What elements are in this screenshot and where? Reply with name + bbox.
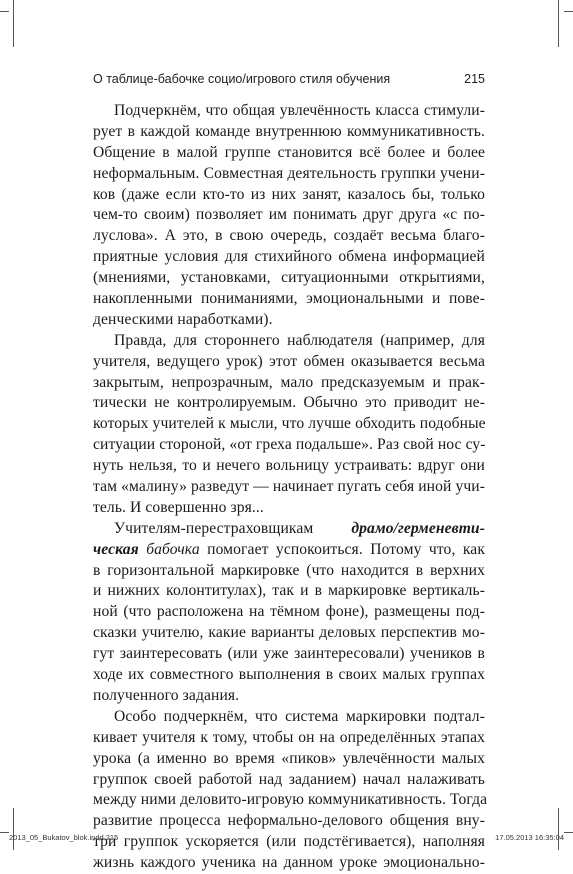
text-line: Особо подчеркнём, что система маркировки подтал-	[114, 707, 485, 725]
text-line: Общение в малой группе становится всё более и более	[93, 143, 485, 161]
text-line: развитие процесса неформально-делового общения вну-	[93, 812, 485, 830]
text-line: жизнь каждого ученика на данном уроке эмоционально-	[93, 854, 485, 872]
text-line: ситуации стороной, «от греха подальше». Раз свой нос су-	[93, 436, 486, 454]
text-line: учителя, ведущего урок) этот обмен оказывается весьма	[93, 352, 485, 370]
crop-mark-top-left	[13, 0, 14, 47]
running-title: О таблице-бабочке социо/игрового стиля обучения	[93, 72, 391, 86]
body-text	[93, 101, 488, 874]
text-line: между ними деловито-игровую коммуникативность. Тогда	[93, 791, 488, 809]
text-line	[93, 519, 485, 540]
crop-mark-left-bottom	[0, 832, 9, 833]
text-line: полученного задания.	[93, 686, 240, 704]
text-line: там «малину» разведут — начинает пугать себя иной учи-	[93, 478, 486, 496]
text-line: накопленными пониманиями, эмоциональными и пове-	[93, 290, 485, 308]
text-line: ходе их совместного выполнения в своих малых группах	[93, 666, 485, 684]
italic-term: бабочка	[138, 540, 200, 558]
text-line: урока (а именно во время «пиков» увлечённости малых	[93, 749, 485, 767]
text-line: закрытым, непрозрачным, мало предсказуемым и прак-	[93, 373, 485, 391]
text-line: приятные условия для стихийного обмена информацией	[93, 248, 485, 266]
text-line: нуть нельзя, то и нечего вольницу устраивать: вдруг они	[93, 457, 485, 475]
text-line: Правда, для стороннего наблюдателя (например, для	[114, 331, 485, 349]
text-line: и нижних колонтитулах), так и в маркировке вертикаль-	[93, 582, 485, 600]
text-line: группок своей работой над заданием) начал налаживать	[93, 770, 485, 788]
crop-mark-left-top	[0, 11, 9, 12]
text-line: (мнениями, установками, ситуационными открытиями,	[93, 269, 485, 287]
text-run: помогает успокоиться. Потому что, как	[199, 540, 485, 558]
emphasis-term: ческая	[93, 540, 139, 558]
emphasis-term: драмо/герменевти-	[351, 519, 485, 537]
text-run: Учителям-перестраховщикам	[114, 519, 352, 537]
crop-mark-right-top	[564, 11, 573, 12]
text-line: тель. И совершенно зря...	[93, 498, 264, 516]
crop-mark-top-right	[558, 0, 559, 47]
text-line: сказки учителю, какие варианты деловых перспектив мо-	[93, 624, 485, 642]
text-line: чем-то своим) позволяет им понимать друг друга «с по-	[93, 206, 485, 224]
text-line: луслова». А это, в свою очередь, создаёт весьма благо-	[93, 227, 485, 245]
text-line: ной (что расположена на тёмном фоне), размещены под-	[93, 603, 485, 621]
crop-mark-right-bottom	[564, 832, 573, 833]
slug-filename: 2013_05_Bukatov_blok.indd 215	[9, 833, 119, 842]
text-line: неформальным. Совместная деятельность группки учени-	[93, 164, 485, 182]
print-slug	[9, 833, 564, 845]
slug-timestamp: 17.05.2013 16:35:04	[495, 833, 564, 842]
text-line: три группок ускоряется (или подстёгивается), наполняя	[93, 833, 485, 851]
text-line: гут заинтересовать (или уже заинтересовали) учеников в	[93, 645, 485, 663]
text-line: тически не контролируемым. Обычно это приводит не-	[93, 394, 485, 412]
text-line: ков (даже если кто-то из них занят, казалось бы, только	[93, 185, 485, 203]
text-line: денческими наработками).	[93, 310, 273, 328]
text-line: Подчеркнём, что общая увлечённость класса стимули-	[114, 102, 485, 119]
running-header	[93, 72, 485, 92]
text-line: в горизонтальной маркировке (что находится в верхних	[93, 561, 485, 579]
text-line: рует в каждой команде внутреннюю коммуникативность.	[93, 122, 485, 140]
page-number: 215	[464, 72, 485, 86]
text-line	[93, 540, 485, 561]
text-line: кивает учителя к тому, чтобы он на определённых этапах	[93, 728, 485, 746]
text-line: которых учителей к мысли, что лучше обходить подобные	[93, 415, 486, 433]
